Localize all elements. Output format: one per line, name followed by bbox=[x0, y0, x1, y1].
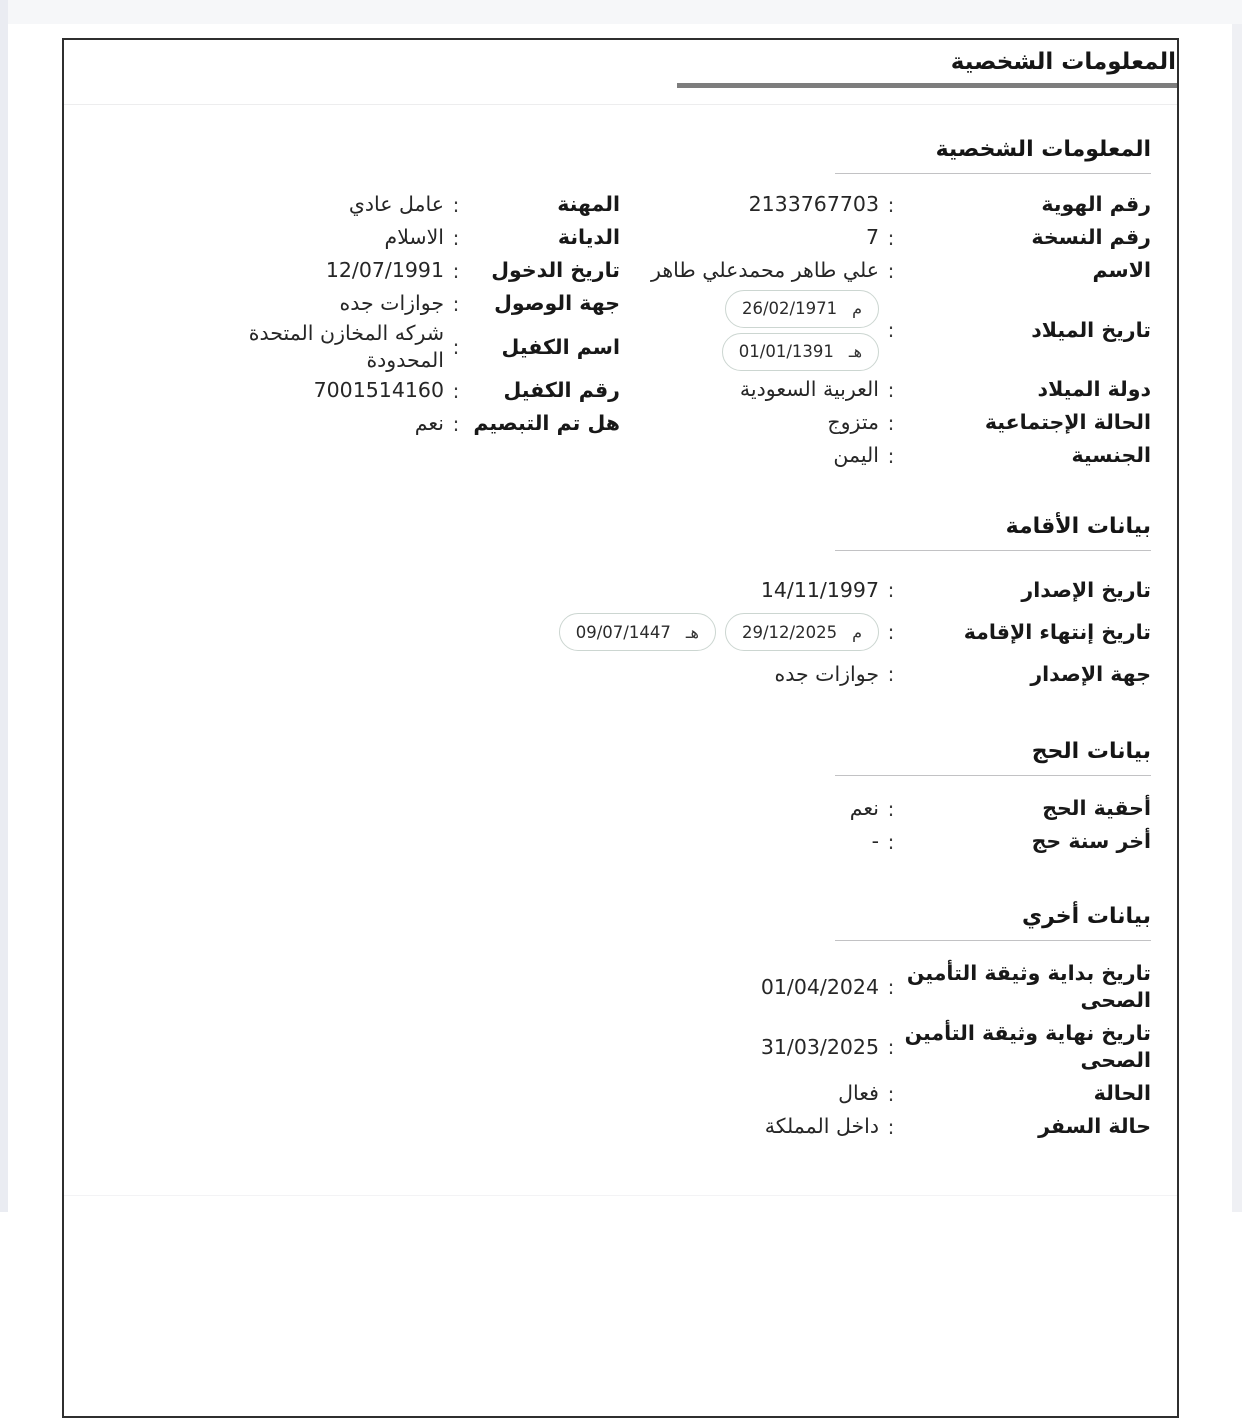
row-entry-date bbox=[90, 254, 620, 287]
gregorian-date-pill bbox=[725, 613, 879, 651]
field-value: جوازات جده bbox=[339, 291, 444, 315]
field-value: علي طاهر محمدعلي طاهر bbox=[651, 258, 879, 282]
field-colon: : bbox=[887, 1081, 895, 1106]
field-colon: : bbox=[887, 578, 895, 602]
field-colon: : bbox=[887, 796, 895, 821]
field-value: نعم bbox=[849, 796, 879, 820]
title-underline bbox=[677, 83, 1177, 88]
field-value: 01/04/2024 bbox=[760, 974, 879, 999]
hijri-date-value: 09/07/1447 bbox=[575, 622, 671, 642]
field-colon: : bbox=[452, 378, 460, 403]
gregorian-calendar-marker: م bbox=[852, 622, 862, 642]
row-travel-status bbox=[90, 1110, 1151, 1143]
field-colon: : bbox=[887, 620, 895, 644]
field-label: الحالة bbox=[1093, 1081, 1151, 1105]
row-residence-expiry-date bbox=[90, 611, 1151, 653]
field-colon: : bbox=[887, 225, 895, 250]
card-body bbox=[64, 135, 1177, 1143]
row-insurance-end-date bbox=[90, 1017, 1151, 1077]
section-heading: المعلومات الشخصية bbox=[935, 137, 1151, 162]
other-rows bbox=[90, 957, 1151, 1143]
section-hajj-data bbox=[90, 737, 1151, 858]
field-label: تاريخ الإصدار bbox=[1021, 577, 1151, 602]
card-footer-rule bbox=[64, 1195, 1177, 1196]
field-label: الاسم bbox=[1092, 258, 1151, 282]
field-colon: : bbox=[887, 192, 895, 217]
personal-left-column bbox=[90, 188, 636, 440]
hijri-date-value: 01/01/1391 bbox=[738, 342, 834, 361]
section-personal-info bbox=[90, 135, 1151, 472]
field-colon: : bbox=[452, 335, 460, 359]
personal-info-rows bbox=[90, 188, 1151, 472]
field-value: 7 bbox=[865, 225, 879, 249]
field-colon: : bbox=[887, 377, 895, 402]
section-heading-rule bbox=[835, 550, 1151, 551]
field-value: 2133767703 bbox=[748, 192, 879, 216]
field-colon: : bbox=[887, 975, 895, 999]
row-name bbox=[636, 254, 1151, 287]
field-label: المهنة bbox=[557, 192, 620, 216]
section-heading-rule bbox=[835, 173, 1151, 174]
field-value: جوازات جده bbox=[774, 661, 879, 686]
field-label: اسم الكفيل bbox=[501, 334, 620, 359]
card-header bbox=[64, 40, 1177, 105]
personal-info-card bbox=[62, 38, 1179, 1418]
section-residence-data bbox=[90, 512, 1151, 695]
field-colon: : bbox=[887, 829, 895, 854]
section-heading-rule bbox=[835, 940, 1151, 941]
field-label: أخر سنة حج bbox=[1031, 829, 1151, 853]
field-label: جهة الإصدار bbox=[1030, 661, 1151, 686]
row-last-hajj-year bbox=[90, 825, 1151, 858]
row-status bbox=[90, 1077, 1151, 1110]
field-label: رقم الكفيل bbox=[503, 378, 620, 402]
section-heading: بيانات الأقامة bbox=[1005, 514, 1151, 539]
gregorian-date-pill bbox=[725, 290, 879, 328]
field-label: تاريخ إنتهاء الإقامة bbox=[963, 619, 1151, 644]
field-value: 7001514160 bbox=[313, 378, 444, 402]
field-colon: : bbox=[452, 411, 460, 436]
field-value: شركه المخازن المتحدة المحدودة bbox=[248, 321, 444, 372]
row-religion bbox=[90, 221, 620, 254]
field-colon: : bbox=[452, 291, 460, 316]
left-edge-strip bbox=[0, 0, 8, 1212]
field-label: الديانة bbox=[557, 225, 620, 249]
hijri-date-pill bbox=[722, 333, 879, 371]
hijri-calendar-marker: هـ bbox=[685, 622, 699, 642]
field-label: جهة الوصول bbox=[494, 291, 620, 315]
row-copy-number bbox=[636, 221, 1151, 254]
hajj-rows bbox=[90, 792, 1151, 858]
field-value: عامل عادي bbox=[348, 192, 444, 216]
field-label: تاريخ الدخول bbox=[491, 258, 620, 282]
field-colon: : bbox=[887, 318, 895, 342]
row-birth-country bbox=[636, 373, 1151, 406]
top-edge-strip bbox=[0, 0, 1242, 24]
field-value: 14/11/1997 bbox=[760, 577, 879, 602]
field-colon: : bbox=[452, 258, 460, 283]
section-other-data bbox=[90, 902, 1151, 1143]
row-arrival-port bbox=[90, 287, 620, 320]
row-marital-status bbox=[636, 406, 1151, 439]
field-colon: : bbox=[452, 225, 460, 250]
field-value: - bbox=[871, 829, 879, 853]
gregorian-date-value: 29/12/2025 bbox=[741, 622, 838, 642]
personal-right-column bbox=[636, 188, 1151, 472]
page-title: المعلومات الشخصية bbox=[950, 49, 1176, 75]
row-national-id bbox=[636, 188, 1151, 221]
section-heading: بيانات الحج bbox=[1031, 739, 1151, 764]
birth-date-pills bbox=[722, 290, 879, 371]
hijri-calendar-marker: هـ bbox=[848, 342, 862, 361]
field-value: اليمن bbox=[833, 443, 879, 467]
field-label: الجنسية bbox=[1071, 443, 1151, 467]
field-colon: : bbox=[887, 410, 895, 435]
field-value: العربية السعودية bbox=[739, 377, 879, 401]
field-value: نعم bbox=[414, 411, 444, 435]
field-label: هل تم التبصيم bbox=[473, 411, 620, 435]
field-value: الاسلام bbox=[384, 225, 444, 249]
row-issuing-authority bbox=[90, 653, 1151, 695]
field-colon: : bbox=[887, 1114, 895, 1139]
field-value: متزوج bbox=[827, 410, 879, 434]
row-insurance-start-date bbox=[90, 957, 1151, 1017]
vertical-scrollbar[interactable] bbox=[1232, 24, 1242, 1212]
field-value: 12/07/1991 bbox=[325, 258, 444, 282]
field-colon: : bbox=[452, 192, 460, 217]
field-label: تاريخ الميلاد bbox=[1031, 317, 1151, 342]
residence-rows bbox=[90, 569, 1151, 695]
row-nationality bbox=[636, 439, 1151, 472]
row-sponsor-name bbox=[90, 320, 620, 374]
field-colon: : bbox=[887, 258, 895, 283]
gregorian-calendar-marker: م bbox=[852, 299, 862, 318]
hijri-date-pill bbox=[559, 613, 716, 651]
row-birth-date bbox=[636, 287, 1151, 373]
field-label: رقم النسخة bbox=[1031, 225, 1151, 249]
row-sponsor-number bbox=[90, 374, 620, 407]
field-value: 31/03/2025 bbox=[760, 1034, 879, 1059]
field-label: تاريخ نهاية وثيقة التأمين الصحى bbox=[904, 1021, 1151, 1072]
field-value: فعال bbox=[838, 1081, 879, 1105]
field-value: داخل المملكة bbox=[764, 1114, 879, 1138]
section-heading-rule bbox=[835, 775, 1151, 776]
field-label: تاريخ بداية وثيقة التأمين الصحى bbox=[906, 961, 1151, 1012]
field-label: دولة الميلاد bbox=[1037, 377, 1151, 401]
field-label: الحالة الإجتماعية bbox=[984, 410, 1151, 434]
field-colon: : bbox=[887, 1035, 895, 1059]
gregorian-date-value: 26/02/1971 bbox=[741, 299, 838, 318]
expiry-date-pills bbox=[575, 613, 879, 651]
row-hajj-eligibility bbox=[90, 792, 1151, 825]
field-colon: : bbox=[887, 662, 895, 686]
row-fingerprinted bbox=[90, 407, 620, 440]
field-colon: : bbox=[887, 443, 895, 468]
field-label: رقم الهوية bbox=[1041, 192, 1151, 216]
row-issue-date bbox=[90, 569, 1151, 611]
field-label: حالة السفر bbox=[1038, 1114, 1151, 1138]
field-label: أحقية الحج bbox=[1042, 796, 1151, 820]
row-profession bbox=[90, 188, 620, 221]
section-heading: بيانات أخري bbox=[1021, 904, 1151, 929]
